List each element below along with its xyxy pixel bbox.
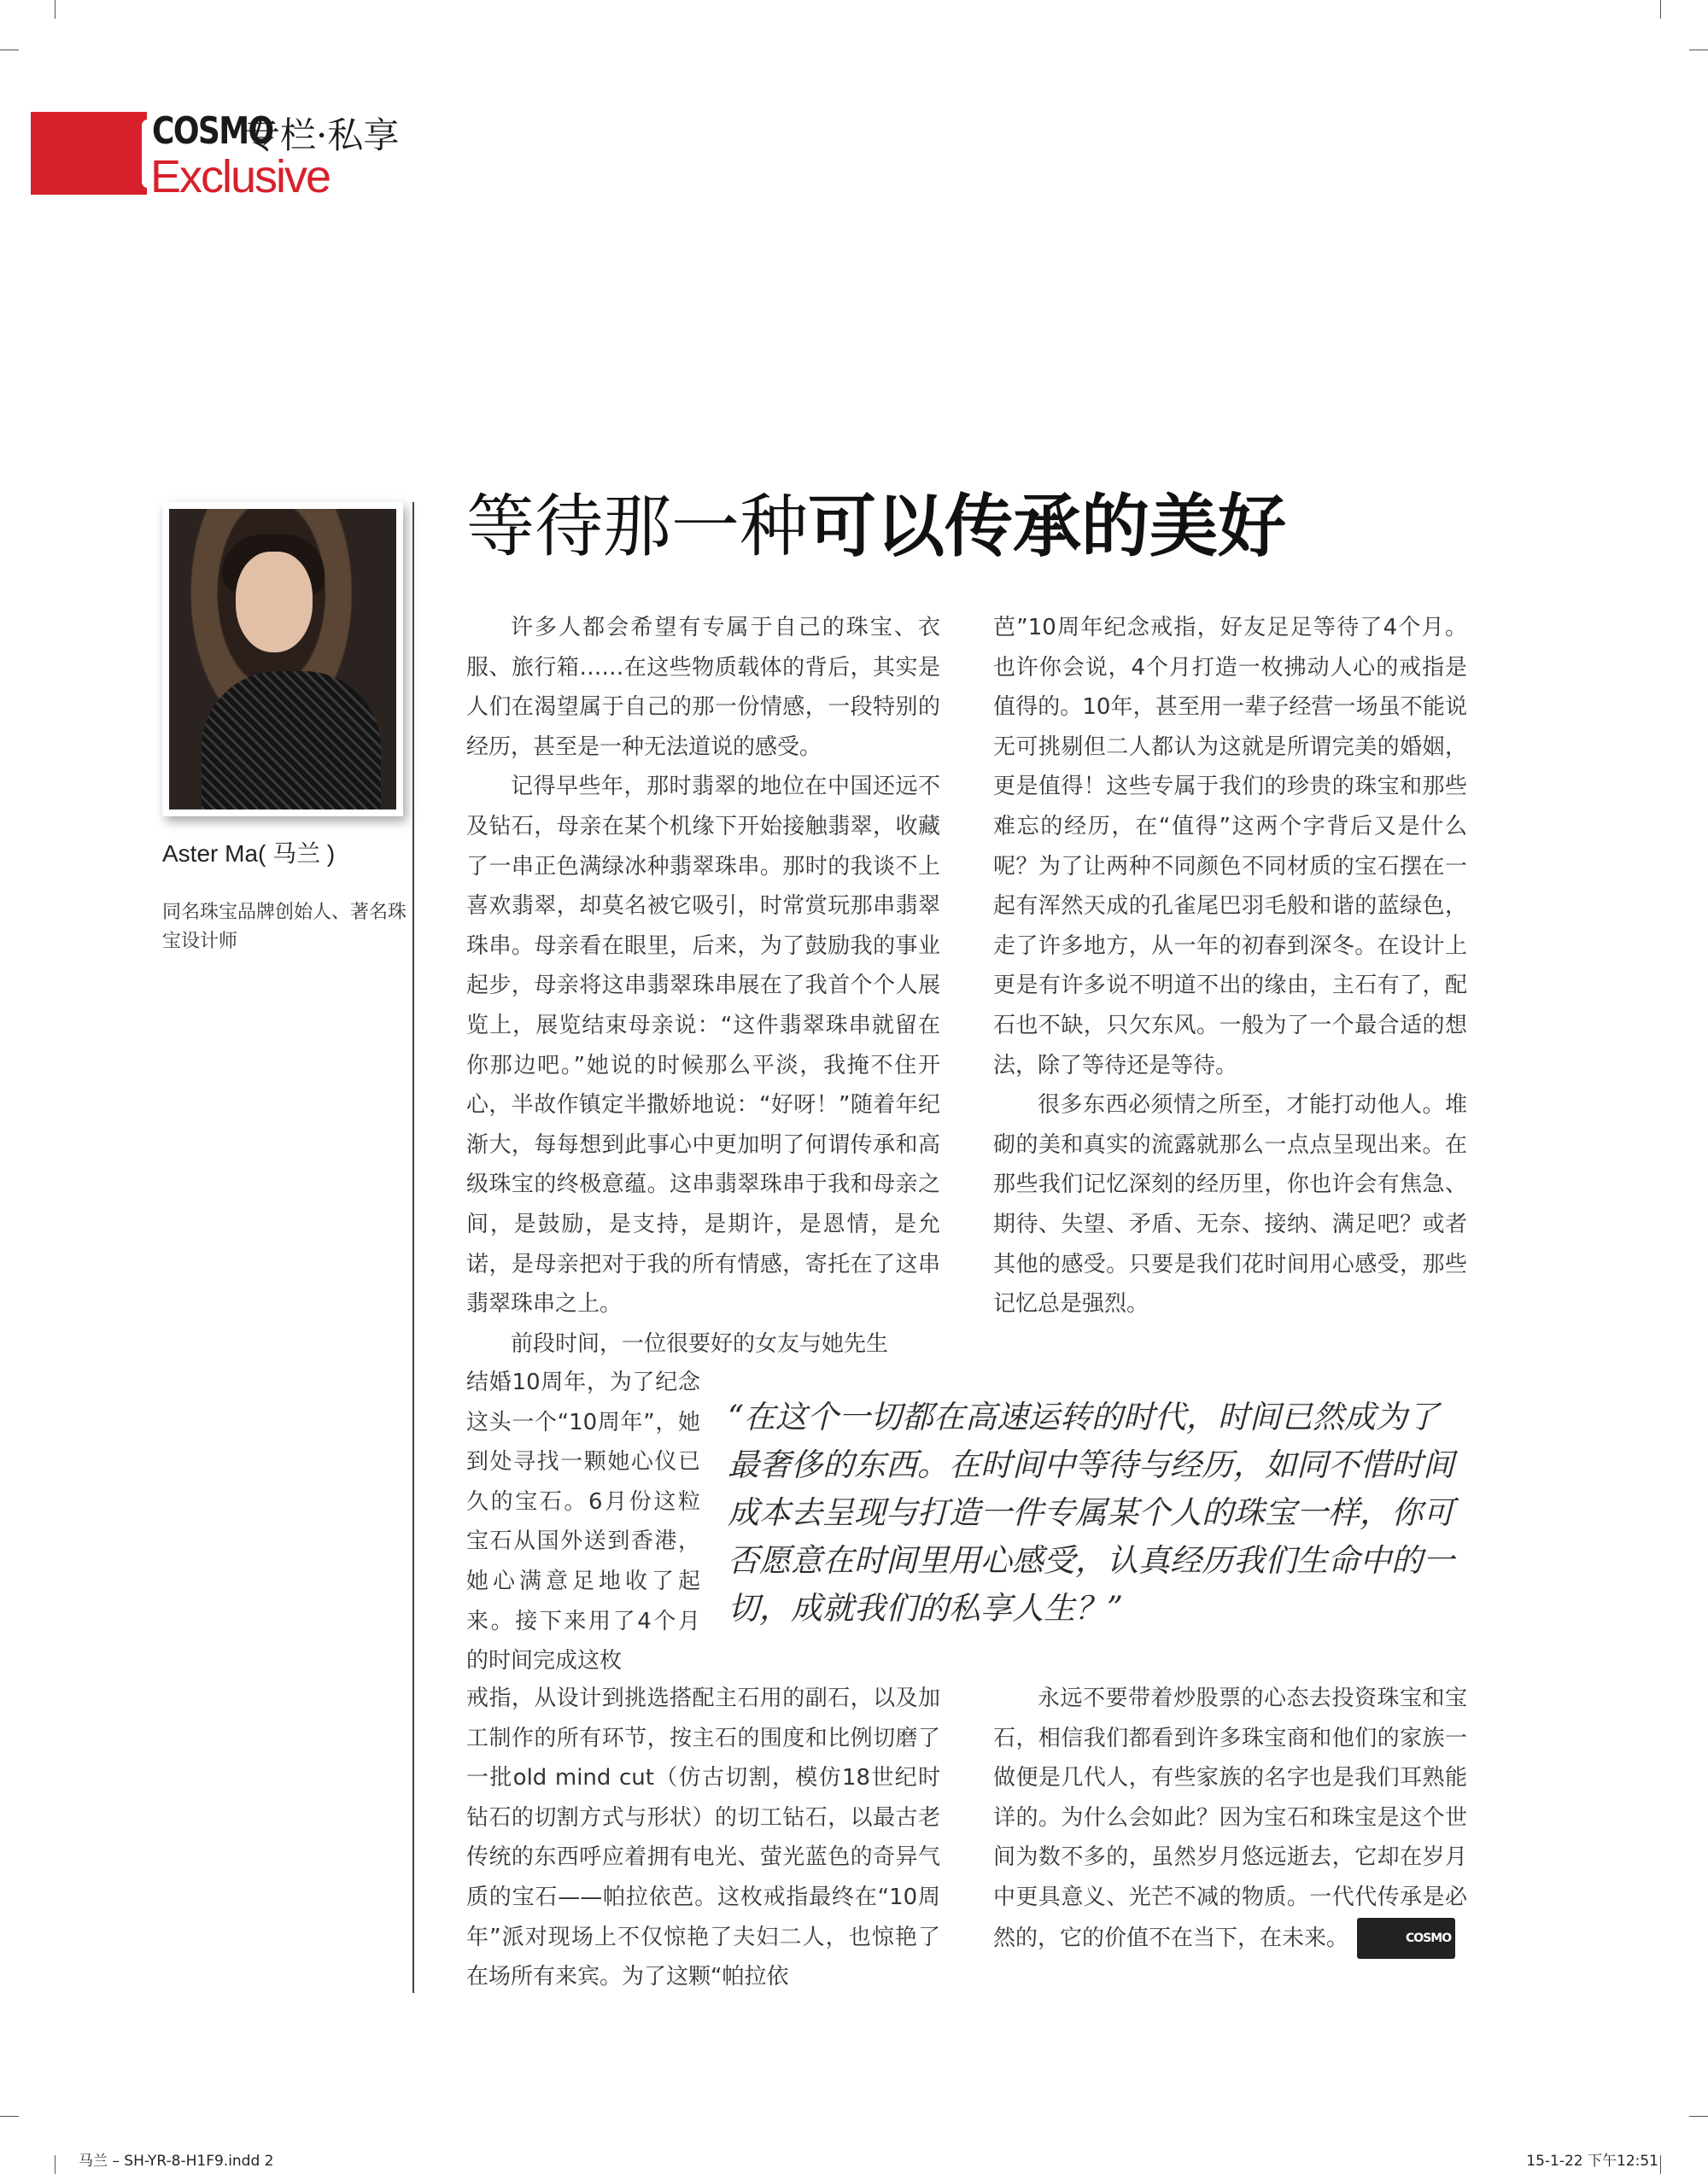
paragraph: 前段时间，一位很要好的女友与她先生 [511, 1330, 889, 1357]
crop-mark [1689, 2116, 1708, 2117]
article-column-left-bottom [466, 1679, 940, 1997]
paragraph: 戒指，从设计到挑选搭配主石用的副石，以及加工制作的所有环节，按主石的围度和比例切磨了一批old mind cut（仿古切割，模仿18世纪时钻石的切割方式与形状）的切工钻石，以最古老传统的东西呼应着拥有电光、萤光蓝色的奇异气质的宝石——帕拉依芭。这枚戒指最终在“10周年”派对现场上不仅惊艳了夫妇二人，也惊艳了在场所有来宾。为了这颗“帕拉依 [466, 1686, 940, 1990]
file-info: 马兰 – SH-YR-8-H1F9.indd 2 [79, 2153, 274, 2170]
paragraph: 结婚10周年，为了纪念这头一个“10周年”，她到处寻找一颗她心仪已久的宝石。6月份这粒宝石从国外送到香港，她心满意足地收了起来。接下来用了4个月的时间完成这枚 [466, 1370, 700, 1674]
section-label: Exclusive [150, 151, 330, 202]
crop-mark [55, 2155, 56, 2174]
brand-color-block [31, 112, 147, 195]
paragraph: 许多人都会希望有专属于自己的珠宝、衣服、旅行箱……在这些物质载体的背后，其实是人们在渴望属于自己的那一份情感，一段特别的经历，甚至是一种无法道说的感受。 [466, 615, 940, 760]
article-title [466, 483, 1286, 570]
title-light: 等待那一种 [466, 487, 808, 566]
brand-logo: COSMO [152, 109, 273, 153]
crop-mark [1660, 2155, 1661, 2174]
paragraph [993, 1679, 1467, 1959]
author-name: Aster Ma( 马兰 ) [162, 840, 336, 867]
paragraph: 芭”10周年纪念戒指，好友足足等待了4个月。也许你会说，4个月打造一枚拂动人心的戒指是值得的。10年，甚至用一辈子经营一场虽不能说无可挑剔但二人都认为这就是所谓完美的婚姻，更是值得！这些专属于我们的珍贵的珠宝和那些难忘的经历，在“值得”这两个字背后又是什么呢？为了让两种不同颜色不同材质的宝石摆在一起有浑然天成的孔雀尾巴羽毛般和谐的蓝绿色，走了许多地方，从一年的初春到深冬。在设计上更是有许多说不明道不出的缘由，主石有了，配石也不缺，只欠东风。一般为了一个最合适的想法，除了等待还是等待。 [993, 615, 1467, 1078]
article-narrow-text [466, 1363, 700, 1681]
photo-dress [202, 671, 381, 816]
column-divider [412, 502, 414, 1993]
author-photo [162, 502, 403, 816]
crop-mark [55, 0, 56, 19]
end-mark-logo: COSMO [1357, 1918, 1455, 1960]
article-column-right [993, 608, 1467, 1324]
title-bold: 可以传承的美好 [808, 486, 1286, 566]
author-bio: 同名珠宝品牌创始人、著名珠宝设计师 [162, 902, 407, 952]
crop-mark [1660, 0, 1661, 19]
crop-mark [0, 2116, 19, 2117]
article-column-right-bottom [993, 1679, 1467, 1959]
closing-paragraph: 永远不要带着炒股票的心态去投资珠宝和宝石，相信我们都看到许多珠宝商和他们的家族一做便是几代人，有些家族的名字也是我们耳熟能详的。为什么会如此？因为宝石和珠宝是这个世间为数不多的，虽然岁月悠远逝去，它却在岁月中更具意义、光芒不减的物质。一代代传承是必然的，它的价值不在当下，在未来。 [993, 1686, 1467, 1951]
print-timestamp: 15-1-22 下午12:51 [1526, 2153, 1658, 2170]
paragraph: 记得早些年，那时翡翠的地位在中国还远不及钻石，母亲在某个机缘下开始接触翡翠，收藏了一串正色满绿冰种翡翠珠串。那时的我谈不上喜欢翡翠，却莫名被它吸引，时常赏玩那串翡翠珠串。母亲看在眼里，后来，为了鼓励我的事业起步，母亲将这串翡翠珠串展在了我首个个人展览上，展览结束母亲说：“这件翡翠珠串就留在你那边吧。”她说的时候那么平淡，我掩不住开心，半故作镇定半撒娇地说：“好呀！”随着年纪渐大，每每想到此事心中更加明了何谓传承和高级珠宝的终极意蕴。这串翡翠珠串于我和母亲之间，是鼓励，是支持，是期许，是恩情，是允诺，是母亲把对于我的所有情感，寄托在了这串翡翠珠串之上。 [466, 774, 940, 1318]
photo-face [236, 552, 313, 652]
pull-quote: “在这个一切都在高速运转的时代，时间已然成为了最奢侈的东西。在时间中等待与经历，如同不惜时间成本去呈现与打造一件专属某个人的珠宝一样，你可否愿意在时间里用心感受，认真经历我们生命中的一切，成就我们的私享人生？” [728, 1399, 1454, 1627]
paragraph: 很多东西必须情之所至，才能打动他人。堆砌的美和真实的流露就那么一点点呈现出来。在那些我们记忆深刻的经历里，你也许会有焦急、期待、失望、矛盾、无奈、接纳、满足吧？或者其他的感受。只要是我们花时间用心感受，那些记忆总是强烈。 [993, 1092, 1467, 1318]
column-name: 专栏·私享 [244, 114, 400, 156]
article-column-left [466, 608, 940, 1364]
